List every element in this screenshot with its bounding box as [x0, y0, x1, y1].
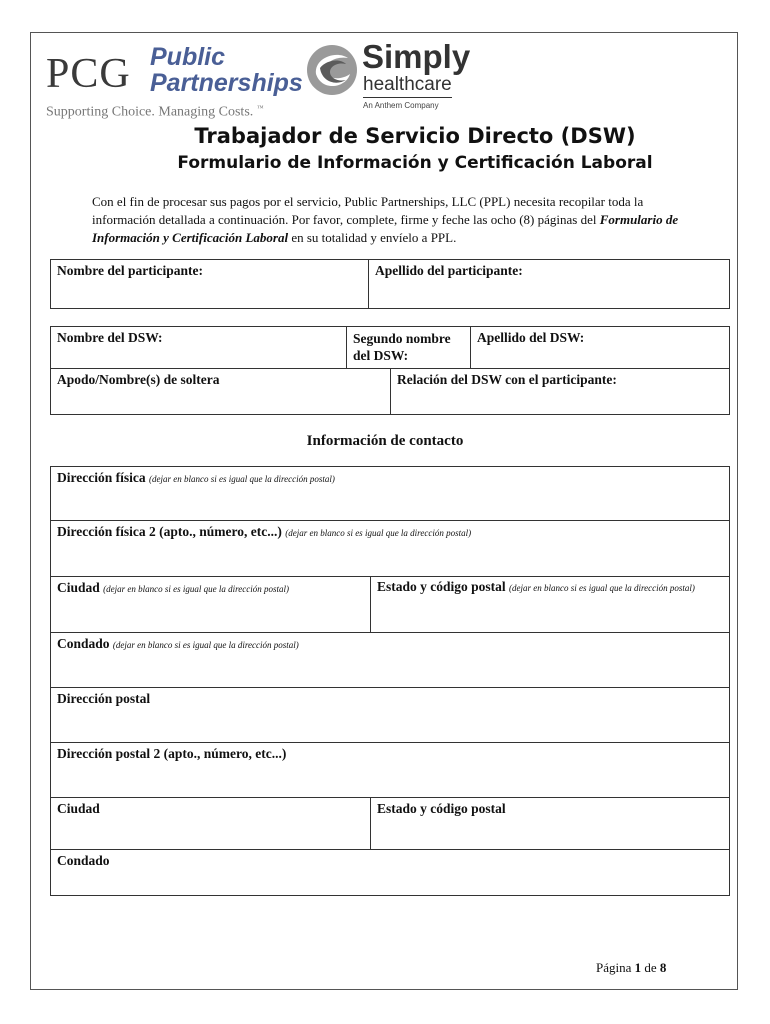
healthcare-logo-text: healthcare [363, 74, 452, 98]
mailing-address-field[interactable] [51, 688, 730, 743]
pcg-logo: PCG [46, 51, 131, 97]
anthem-company-text: An Anthem Company [363, 101, 439, 110]
physical-address2-note: (dejar en blanco si es igual que la dirección postal) [285, 528, 472, 538]
dsw-last-name-label: Apellido del DSW: [477, 330, 585, 345]
physical-address-label: Dirección física [57, 470, 146, 485]
logo-partnerships: Partnerships [150, 69, 303, 97]
participant-first-name-label: Nombre del participante: [57, 263, 203, 278]
intro-paragraph [92, 193, 692, 247]
county-field[interactable] [51, 633, 730, 688]
page-title: Trabajador de Servicio Directo (DSW) [194, 124, 636, 148]
physical-address-note: (dejar en blanco si es igual que la dirección postal) [148, 474, 335, 484]
dsw-relation-label: Relación del DSW con el participante: [397, 372, 617, 387]
dsw-nickname-field[interactable] [51, 369, 391, 415]
dsw-first-name-label: Nombre del DSW: [57, 330, 163, 345]
page-of: de [644, 960, 657, 975]
city-label: Ciudad [57, 580, 100, 595]
state-zip-note: (dejar en blanco si es igual que la dirección postal) [509, 583, 695, 593]
mailing-address2-field[interactable] [51, 743, 730, 798]
contact-table [50, 466, 730, 896]
simply-logo-text: Simply [362, 38, 471, 75]
mailing-state-zip-field[interactable] [371, 798, 730, 850]
dsw-last-name-field[interactable] [471, 327, 730, 369]
dsw-name-table [50, 326, 730, 369]
tagline-tm: ™ [256, 104, 264, 112]
logo-public: Public [150, 43, 226, 71]
tagline [46, 104, 264, 121]
contact-section-heading: Información de contacto [306, 433, 464, 449]
simply-healthcare-swirl-icon [306, 44, 358, 96]
mailing-address-label: Dirección postal [57, 691, 151, 706]
public-partnerships-logo [150, 44, 303, 96]
physical-address2-field[interactable] [51, 521, 730, 577]
intro-text-2: en su totalidad y envíelo a PPL. [288, 230, 457, 245]
city-note: (dejar en blanco si es igual que la dirección postal) [103, 584, 290, 594]
county-label: Condado [57, 636, 110, 651]
state-zip-label: Estado y código postal [377, 579, 506, 594]
dsw-first-name-field[interactable] [51, 327, 347, 369]
tagline-text: Supporting Choice. Managing Costs. [46, 104, 254, 120]
mailing-city-label: Ciudad [57, 801, 100, 816]
dsw-middle-name-label: Segundo nombre del DSW: [353, 331, 451, 363]
page-total: 8 [659, 960, 667, 975]
mailing-state-zip-label: Estado y código postal [377, 801, 506, 816]
mailing-address2-label: Dirección postal 2 (apto., número, etc...) [57, 746, 287, 761]
mailing-city-field[interactable] [51, 798, 371, 850]
participant-first-name-field[interactable] [51, 260, 369, 309]
dsw-nickname-table [50, 368, 730, 415]
page-current: 1 [634, 960, 642, 975]
physical-address-field[interactable] [51, 467, 730, 521]
county-note: (dejar en blanco si es igual que la dirección postal) [112, 640, 299, 650]
state-zip-field[interactable] [371, 577, 730, 633]
intro-text-1: Con el fin de procesar sus pagos por el servicio, Public Partnerships, LLC (PPL) necesita recopilar toda la información detallada a continuación. Por favor, complete, firme y feche las ocho (8) páginas del [92, 194, 644, 227]
physical-address2-label: Dirección física 2 (apto., número, etc...) [57, 524, 282, 539]
participant-table [50, 259, 730, 309]
mailing-county-label: Condado [57, 853, 110, 868]
intro-form-name: Formulario de Información y Certificación Laboral [92, 212, 679, 245]
participant-last-name-label: Apellido del participante: [375, 263, 523, 278]
participant-last-name-field[interactable] [369, 260, 730, 309]
dsw-relation-field[interactable] [391, 369, 730, 415]
mailing-county-field[interactable] [51, 850, 730, 896]
page-number [596, 960, 666, 976]
page-subtitle: Formulario de Información y Certificación Laboral [177, 153, 653, 173]
dsw-nickname-label: Apodo/Nombre(s) de soltera [57, 372, 220, 387]
city-field[interactable] [51, 577, 371, 633]
page-label: Página [596, 960, 632, 975]
dsw-middle-name-field[interactable] [347, 327, 471, 369]
